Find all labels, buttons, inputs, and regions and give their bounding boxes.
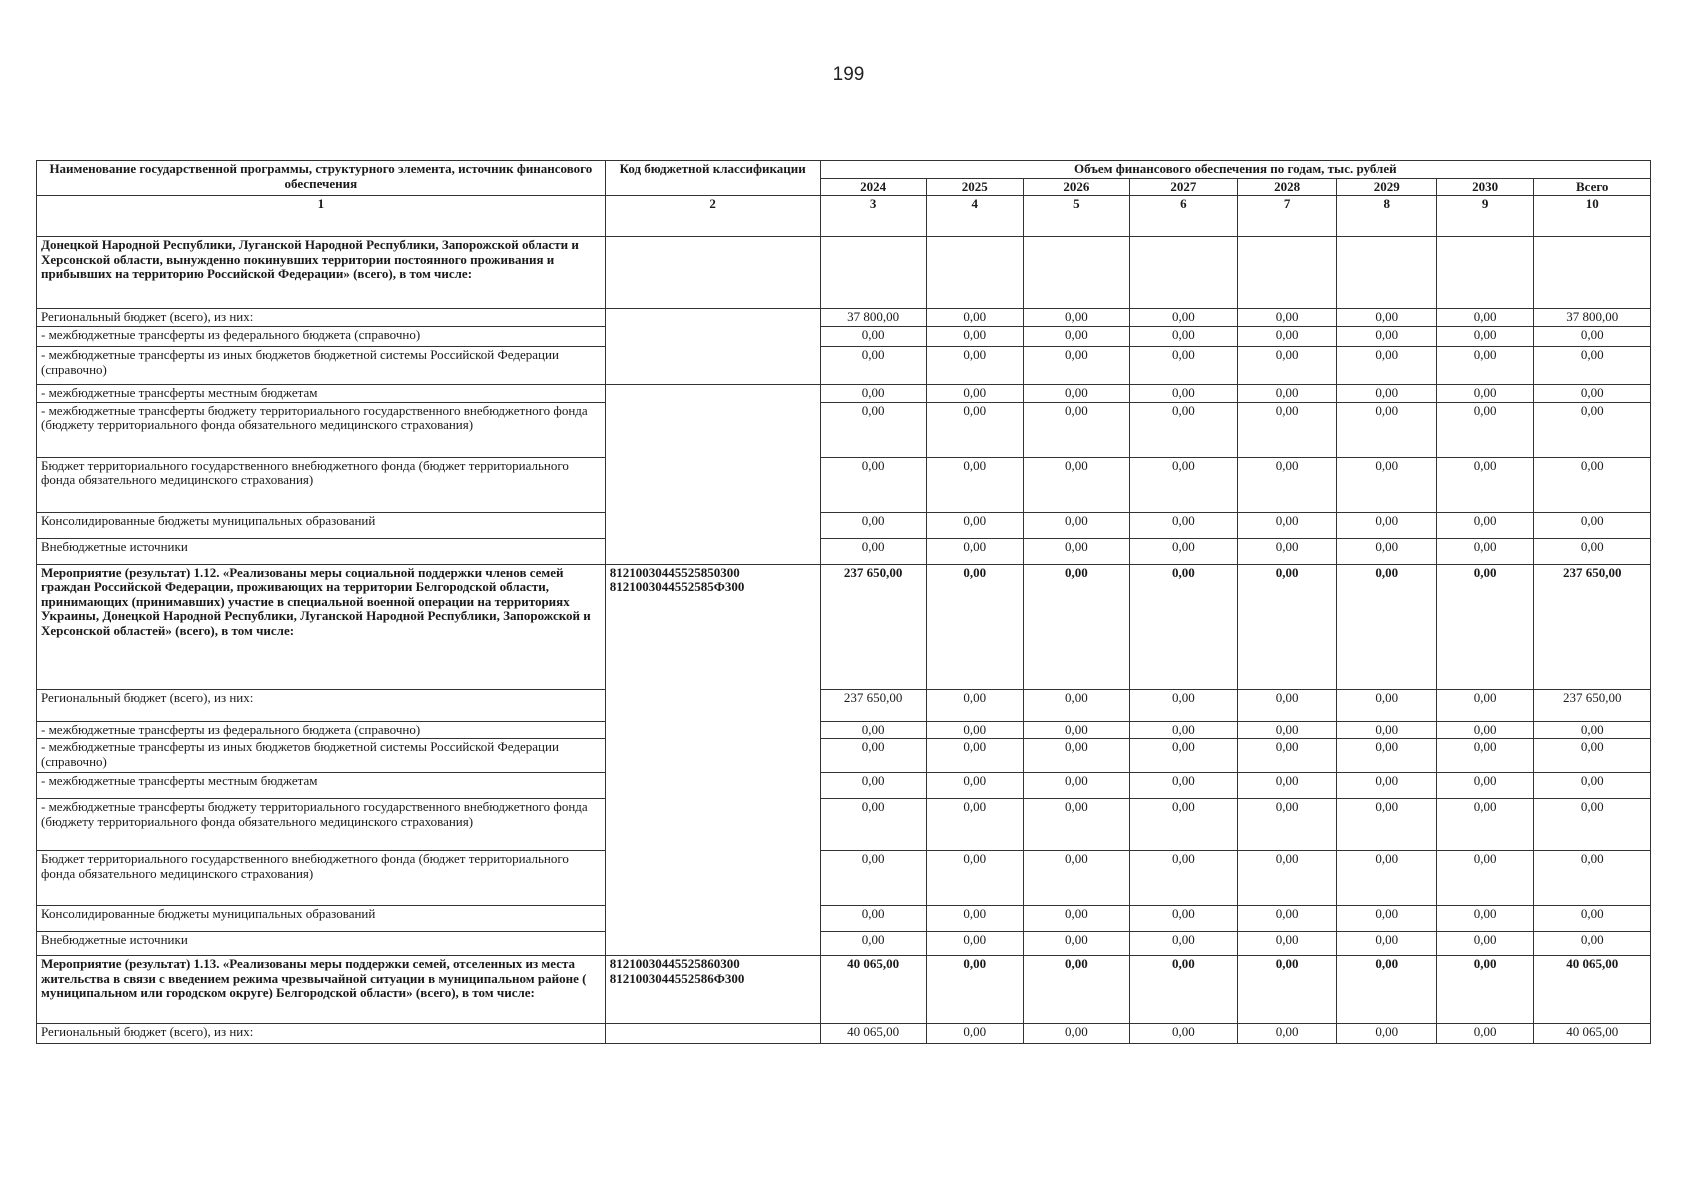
year-value-cell: 0,00 xyxy=(1129,906,1237,932)
total-value-cell: 0,00 xyxy=(1534,538,1651,564)
budget-table xyxy=(36,160,1651,1044)
year-value-cell: 0,00 xyxy=(926,906,1023,932)
budget-code-cell xyxy=(605,237,820,309)
table-row xyxy=(37,327,1651,347)
year-value-cell: 0,00 xyxy=(926,739,1023,773)
column-number-row xyxy=(37,196,1651,237)
year-value-cell: 0,00 xyxy=(1436,773,1533,799)
year-value-cell: 0,00 xyxy=(1337,457,1437,512)
year-value-cell: 0,00 xyxy=(1337,739,1437,773)
year-value-cell: 0,00 xyxy=(1237,327,1337,347)
year-value-cell xyxy=(1023,237,1129,309)
column-number: 4 xyxy=(926,196,1023,237)
year-value-cell: 0,00 xyxy=(1237,689,1337,721)
row-name-cell: - межбюджетные трансферты из иных бюджетов бюджетной системы Российской Федерации (справочно) xyxy=(37,347,606,385)
year-value-cell: 0,00 xyxy=(1129,721,1237,739)
year-value-cell: 0,00 xyxy=(820,385,926,403)
budget-code-cell xyxy=(605,309,820,385)
year-value-cell: 0,00 xyxy=(1237,309,1337,327)
year-value-cell: 0,00 xyxy=(1237,851,1337,906)
total-value-cell: 0,00 xyxy=(1534,512,1651,538)
year-value-cell: 0,00 xyxy=(1436,956,1533,1024)
row-name-cell: Внебюджетные источники xyxy=(37,932,606,956)
year-value-cell: 0,00 xyxy=(1129,564,1237,689)
total-value-cell: 0,00 xyxy=(1534,385,1651,403)
year-value-cell: 0,00 xyxy=(1023,906,1129,932)
year-value-cell: 40 065,00 xyxy=(820,1024,926,1044)
year-value-cell: 0,00 xyxy=(820,512,926,538)
year-value-cell: 0,00 xyxy=(926,851,1023,906)
year-value-cell: 0,00 xyxy=(1337,956,1437,1024)
year-value-cell: 0,00 xyxy=(1337,906,1437,932)
table-row xyxy=(37,457,1651,512)
year-value-cell: 0,00 xyxy=(1436,402,1533,457)
year-value-cell: 0,00 xyxy=(1023,689,1129,721)
row-name-cell: Консолидированные бюджеты муниципальных образований xyxy=(37,512,606,538)
row-name-cell: Бюджет территориального государственного внебюджетного фонда (бюджет территориального фонда обязательного медицинского страхования) xyxy=(37,851,606,906)
total-value-cell: 0,00 xyxy=(1534,347,1651,385)
table-row xyxy=(37,799,1651,851)
column-number: 6 xyxy=(1129,196,1237,237)
year-value-cell: 0,00 xyxy=(1237,538,1337,564)
row-name-cell: - межбюджетные трансферты местным бюджетам xyxy=(37,773,606,799)
year-value-cell: 0,00 xyxy=(1237,564,1337,689)
year-value-cell: 0,00 xyxy=(926,689,1023,721)
year-value-cell: 0,00 xyxy=(1436,457,1533,512)
year-value-cell: 0,00 xyxy=(1436,385,1533,403)
year-value-cell: 0,00 xyxy=(1023,385,1129,403)
year-value-cell: 0,00 xyxy=(1237,457,1337,512)
year-value-cell: 0,00 xyxy=(926,385,1023,403)
row-name-cell: - межбюджетные трансферты из федерального бюджета (справочно) xyxy=(37,327,606,347)
year-value-cell: 0,00 xyxy=(1023,851,1129,906)
year-value-cell: 0,00 xyxy=(1436,327,1533,347)
year-value-cell: 0,00 xyxy=(820,347,926,385)
total-value-cell: 40 065,00 xyxy=(1534,956,1651,1024)
year-header: 2026 xyxy=(1023,178,1129,196)
table-row xyxy=(37,906,1651,932)
column-number: 9 xyxy=(1436,196,1533,237)
budget-code-cell xyxy=(605,385,820,565)
year-value-cell: 0,00 xyxy=(1023,309,1129,327)
year-value-cell: 237 650,00 xyxy=(820,564,926,689)
year-value-cell: 0,00 xyxy=(1237,799,1337,851)
total-value-cell: 37 800,00 xyxy=(1534,309,1651,327)
year-value-cell: 0,00 xyxy=(1436,347,1533,385)
total-value-cell: 0,00 xyxy=(1534,906,1651,932)
year-value-cell: 0,00 xyxy=(926,773,1023,799)
year-value-cell: 0,00 xyxy=(1023,457,1129,512)
year-value-cell: 0,00 xyxy=(820,799,926,851)
table-row xyxy=(37,402,1651,457)
year-value-cell: 0,00 xyxy=(1129,385,1237,403)
budget-code-cell xyxy=(605,1024,820,1044)
year-value-cell: 0,00 xyxy=(1129,773,1237,799)
year-value-cell: 0,00 xyxy=(1237,739,1337,773)
year-value-cell: 0,00 xyxy=(1436,906,1533,932)
year-value-cell: 0,00 xyxy=(1237,773,1337,799)
year-value-cell: 0,00 xyxy=(820,402,926,457)
year-value-cell: 0,00 xyxy=(1436,721,1533,739)
row-name-cell: Мероприятие (результат) 1.12. «Реализованы меры социальной поддержки членов семей граждан Российской Федерации, проживающих на территории Белгородской области, принимающих (принимавших) участие в специальной военной операции на территориях Украины, Донецкой Народной Республики, Луганской Народной Республики, Запорожской и Херсонской областей» (всего), в том числе: xyxy=(37,564,606,689)
row-name-cell: Мероприятие (результат) 1.13. «Реализованы меры поддержки семей, отселенных из места жительства в связи с введением режима чрезвычайной ситуации в муниципальном районе ( муниципальном или городском округе) Белгородской области» (всего), в том числе: xyxy=(37,956,606,1024)
year-value-cell: 0,00 xyxy=(1129,327,1237,347)
year-value-cell: 0,00 xyxy=(1337,721,1437,739)
year-value-cell: 0,00 xyxy=(820,906,926,932)
year-value-cell: 0,00 xyxy=(1237,721,1337,739)
header-row-1 xyxy=(37,161,1651,179)
row-name-cell: Региональный бюджет (всего), из них: xyxy=(37,1024,606,1044)
header-name-cell: Наименование государственной программы, структурного элемента, источник финансового обеспечения xyxy=(37,161,606,196)
year-value-cell: 0,00 xyxy=(820,739,926,773)
total-value-cell: 0,00 xyxy=(1534,739,1651,773)
row-name-cell: Бюджет территориального государственного внебюджетного фонда (бюджет территориального фонда обязательного медицинского страхования) xyxy=(37,457,606,512)
column-number: 3 xyxy=(820,196,926,237)
year-value-cell: 0,00 xyxy=(1023,1024,1129,1044)
year-value-cell: 0,00 xyxy=(1237,906,1337,932)
total-value-cell xyxy=(1534,237,1651,309)
year-value-cell: 0,00 xyxy=(1237,956,1337,1024)
year-value-cell: 0,00 xyxy=(1129,457,1237,512)
year-value-cell: 0,00 xyxy=(926,309,1023,327)
year-value-cell: 0,00 xyxy=(1337,385,1437,403)
year-value-cell: 0,00 xyxy=(1436,1024,1533,1044)
year-value-cell: 0,00 xyxy=(1337,564,1437,689)
year-value-cell: 0,00 xyxy=(1436,689,1533,721)
year-value-cell: 0,00 xyxy=(820,327,926,347)
row-name-cell: Региональный бюджет (всего), из них: xyxy=(37,689,606,721)
year-value-cell: 0,00 xyxy=(1337,1024,1437,1044)
row-name-cell: Донецкой Народной Республики, Луганской Народной Республики, Запорожской области и Херсонской области, вынужденно покинувших территории постоянного проживания и прибывших на территорию Российской Федерации» (всего), в том числе: xyxy=(37,237,606,309)
year-header: 2029 xyxy=(1337,178,1437,196)
year-header: 2025 xyxy=(926,178,1023,196)
year-value-cell: 0,00 xyxy=(1129,512,1237,538)
total-value-cell: 0,00 xyxy=(1534,327,1651,347)
year-value-cell: 0,00 xyxy=(1337,851,1437,906)
year-value-cell xyxy=(926,237,1023,309)
year-value-cell: 0,00 xyxy=(1129,851,1237,906)
total-value-cell: 0,00 xyxy=(1534,932,1651,956)
budget-code-cell: 81210030445525860300 8121003044552586Ф300 xyxy=(605,956,820,1024)
header-volume-cell: Объем финансового обеспечения по годам, тыс. рублей xyxy=(820,161,1650,179)
year-value-cell xyxy=(1237,237,1337,309)
year-value-cell xyxy=(1337,237,1437,309)
table-row xyxy=(37,932,1651,956)
year-value-cell: 0,00 xyxy=(1436,932,1533,956)
page-number: 199 xyxy=(832,64,865,85)
year-value-cell: 0,00 xyxy=(1237,347,1337,385)
year-value-cell: 0,00 xyxy=(1237,385,1337,403)
total-value-cell: 237 650,00 xyxy=(1534,564,1651,689)
year-value-cell: 0,00 xyxy=(820,538,926,564)
table-row xyxy=(37,385,1651,403)
year-value-cell xyxy=(1129,237,1237,309)
year-value-cell: 0,00 xyxy=(1436,799,1533,851)
year-header: 2028 xyxy=(1237,178,1337,196)
year-value-cell: 0,00 xyxy=(1337,402,1437,457)
year-value-cell: 0,00 xyxy=(1129,739,1237,773)
year-value-cell: 0,00 xyxy=(820,773,926,799)
year-value-cell: 0,00 xyxy=(926,327,1023,347)
year-value-cell: 0,00 xyxy=(1023,538,1129,564)
year-value-cell: 0,00 xyxy=(1129,347,1237,385)
year-value-cell: 0,00 xyxy=(926,956,1023,1024)
year-value-cell: 0,00 xyxy=(926,721,1023,739)
year-value-cell: 0,00 xyxy=(1337,512,1437,538)
year-value-cell: 0,00 xyxy=(1436,512,1533,538)
year-value-cell: 0,00 xyxy=(926,932,1023,956)
total-value-cell: 0,00 xyxy=(1534,721,1651,739)
row-name-cell: - межбюджетные трансферты из иных бюджетов бюджетной системы Российской Федерации (справочно) xyxy=(37,739,606,773)
year-value-cell: 0,00 xyxy=(1436,739,1533,773)
column-number: 7 xyxy=(1237,196,1337,237)
year-value-cell: 0,00 xyxy=(1023,347,1129,385)
year-value-cell: 0,00 xyxy=(1436,851,1533,906)
year-value-cell: 0,00 xyxy=(1023,956,1129,1024)
year-value-cell: 0,00 xyxy=(820,851,926,906)
total-value-cell: 40 065,00 xyxy=(1534,1024,1651,1044)
year-value-cell: 0,00 xyxy=(1337,327,1437,347)
table-row xyxy=(37,773,1651,799)
year-value-cell: 0,00 xyxy=(926,512,1023,538)
year-value-cell xyxy=(1436,237,1533,309)
row-name-cell: Консолидированные бюджеты муниципальных образований xyxy=(37,906,606,932)
table-row xyxy=(37,309,1651,327)
year-value-cell: 0,00 xyxy=(1023,739,1129,773)
year-value-cell: 0,00 xyxy=(1023,799,1129,851)
year-value-cell: 0,00 xyxy=(926,564,1023,689)
year-value-cell: 0,00 xyxy=(1129,689,1237,721)
year-value-cell: 0,00 xyxy=(1337,932,1437,956)
row-name-cell: - межбюджетные трансферты местным бюджетам xyxy=(37,385,606,403)
year-value-cell: 0,00 xyxy=(1436,309,1533,327)
column-number: 1 xyxy=(37,196,606,237)
year-value-cell: 37 800,00 xyxy=(820,309,926,327)
year-value-cell: 0,00 xyxy=(820,932,926,956)
total-value-cell: 0,00 xyxy=(1534,773,1651,799)
table-row xyxy=(37,1024,1651,1044)
year-value-cell: 0,00 xyxy=(926,799,1023,851)
year-value-cell: 0,00 xyxy=(820,457,926,512)
column-number: 8 xyxy=(1337,196,1437,237)
year-header: 2030 xyxy=(1436,178,1533,196)
table-row xyxy=(37,689,1651,721)
year-value-cell: 0,00 xyxy=(1023,512,1129,538)
table-row xyxy=(37,564,1651,689)
row-name-cell: - межбюджетные трансферты бюджету территориального государственного внебюджетного фонда (бюджету территориального фонда обязательного медицинского страхования) xyxy=(37,799,606,851)
year-value-cell: 0,00 xyxy=(1237,1024,1337,1044)
year-value-cell: 0,00 xyxy=(1023,327,1129,347)
row-name-cell: Внебюджетные источники xyxy=(37,538,606,564)
year-value-cell: 40 065,00 xyxy=(820,956,926,1024)
table-row xyxy=(37,538,1651,564)
year-value-cell: 0,00 xyxy=(1337,689,1437,721)
column-number: 5 xyxy=(1023,196,1129,237)
year-value-cell: 0,00 xyxy=(926,402,1023,457)
year-value-cell: 0,00 xyxy=(1129,538,1237,564)
column-number: 10 xyxy=(1534,196,1651,237)
year-value-cell: 0,00 xyxy=(1237,512,1337,538)
total-value-cell: 0,00 xyxy=(1534,457,1651,512)
column-number: 2 xyxy=(605,196,820,237)
year-value-cell: 0,00 xyxy=(1023,932,1129,956)
year-value-cell: 0,00 xyxy=(1023,564,1129,689)
total-value-cell: 0,00 xyxy=(1534,799,1651,851)
year-value-cell: 0,00 xyxy=(1337,799,1437,851)
year-value-cell: 0,00 xyxy=(1129,402,1237,457)
year-header: 2024 xyxy=(820,178,926,196)
year-value-cell: 0,00 xyxy=(926,538,1023,564)
year-value-cell: 237 650,00 xyxy=(820,689,926,721)
year-value-cell: 0,00 xyxy=(1337,309,1437,327)
table-row xyxy=(37,512,1651,538)
year-value-cell: 0,00 xyxy=(926,347,1023,385)
year-value-cell: 0,00 xyxy=(1237,402,1337,457)
total-value-cell: 0,00 xyxy=(1534,851,1651,906)
year-value-cell: 0,00 xyxy=(1129,309,1237,327)
table-row xyxy=(37,956,1651,1024)
year-value-cell: 0,00 xyxy=(1023,721,1129,739)
year-value-cell: 0,00 xyxy=(1337,347,1437,385)
year-value-cell: 0,00 xyxy=(1237,932,1337,956)
total-value-cell: 0,00 xyxy=(1534,402,1651,457)
year-value-cell: 0,00 xyxy=(1436,538,1533,564)
year-value-cell: 0,00 xyxy=(926,1024,1023,1044)
total-value-cell: 237 650,00 xyxy=(1534,689,1651,721)
year-value-cell: 0,00 xyxy=(1023,773,1129,799)
table-row xyxy=(37,347,1651,385)
year-value-cell: 0,00 xyxy=(1129,932,1237,956)
year-value-cell: 0,00 xyxy=(1129,799,1237,851)
year-value-cell xyxy=(820,237,926,309)
row-name-cell: - межбюджетные трансферты из федерального бюджета (справочно) xyxy=(37,721,606,739)
year-value-cell: 0,00 xyxy=(1337,538,1437,564)
year-value-cell: 0,00 xyxy=(820,721,926,739)
budget-code-cell: 81210030445525850300 8121003044552585Ф300 xyxy=(605,564,820,956)
row-name-cell: - межбюджетные трансферты бюджету территориального государственного внебюджетного фонда (бюджету территориального фонда обязательного медицинского страхования) xyxy=(37,402,606,457)
row-name-cell: Региональный бюджет (всего), из них: xyxy=(37,309,606,327)
table-row xyxy=(37,739,1651,773)
year-value-cell: 0,00 xyxy=(1023,402,1129,457)
year-value-cell: 0,00 xyxy=(1129,956,1237,1024)
table-row xyxy=(37,851,1651,906)
year-header: 2027 xyxy=(1129,178,1237,196)
table-row xyxy=(37,237,1651,309)
year-value-cell: 0,00 xyxy=(926,457,1023,512)
year-value-cell: 0,00 xyxy=(1436,564,1533,689)
year-value-cell: 0,00 xyxy=(1129,1024,1237,1044)
header-code-cell: Код бюджетной классификации xyxy=(605,161,820,196)
total-header: Всего xyxy=(1534,178,1651,196)
table-row xyxy=(37,721,1651,739)
year-value-cell: 0,00 xyxy=(1337,773,1437,799)
